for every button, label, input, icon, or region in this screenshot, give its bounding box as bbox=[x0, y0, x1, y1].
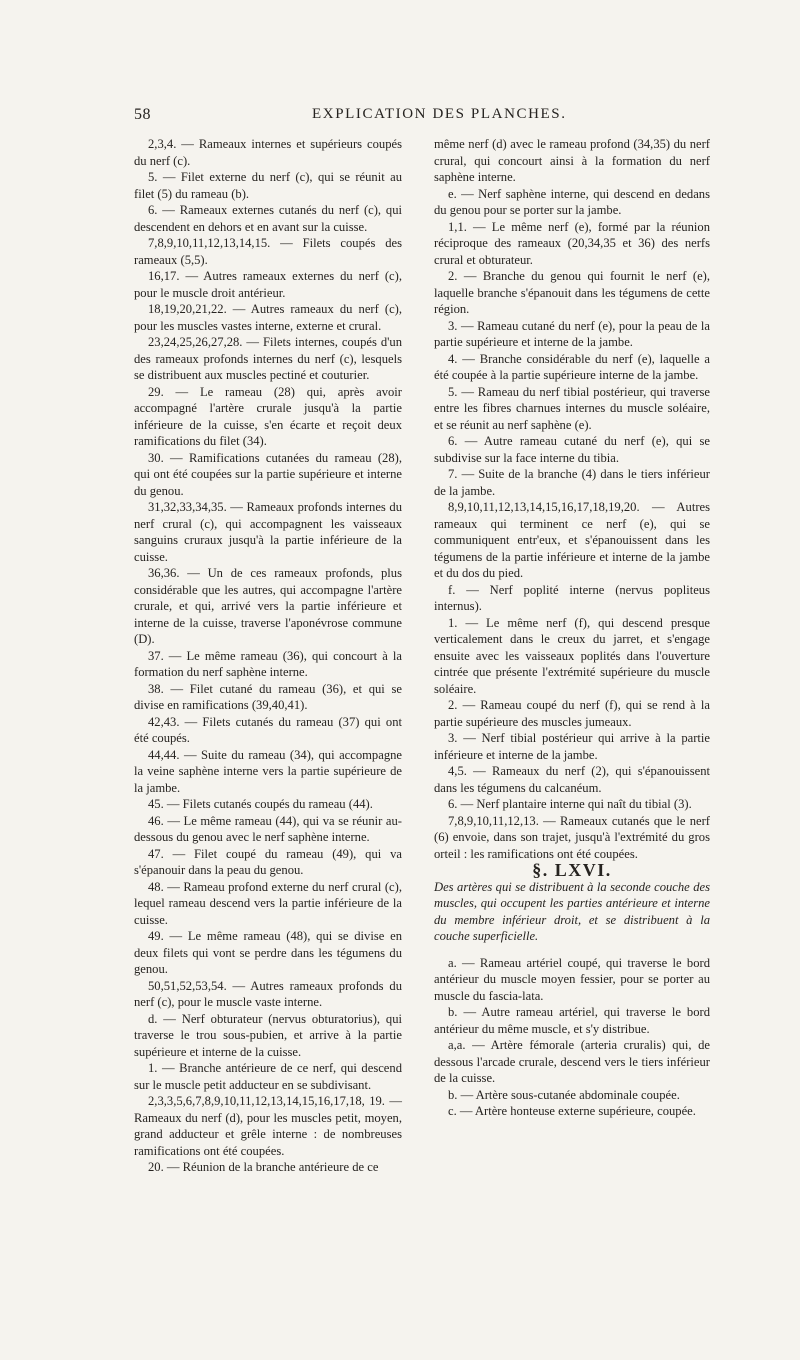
entry-paragraph: b. — Autre rameau artériel, qui traverse le bord antérieur du même muscle, et s'y distribue. bbox=[434, 1005, 710, 1036]
entry-paragraph: 6. — Nerf plantaire interne qui naît du tibial (3). bbox=[448, 797, 692, 811]
page-number: 58 bbox=[134, 106, 151, 123]
entry-paragraph: d. — Nerf obturateur (nervus obturatorius), qui traverse le trou sous-pubien, et arrive à la partie supérieure et interne de la cuisse. bbox=[134, 1011, 402, 1059]
entry-paragraph: c. — Artère honteuse externe supérieure, coupée. bbox=[448, 1104, 696, 1118]
entry-paragraph: 20. — Réunion de la branche antérieure de ce bbox=[148, 1160, 379, 1174]
entry-paragraph: e. — Nerf saphène interne, qui descend en dedans du genou pour se porter sur la jambe. bbox=[434, 186, 710, 217]
entry-paragraph: 29. — Le rameau (28) qui, après avoir accompagné l'artère crurale jusqu'à la partie inférieure de la cuisse, s'en écarte et reçoit deux ramifications du filet (34). bbox=[134, 384, 402, 448]
entry-paragraph: 4. — Branche considérable du nerf (e), laquelle a été coupée à la partie supérieure interne de la jambe. bbox=[434, 351, 710, 382]
entry-paragraph: 5. — Rameau du nerf tibial postérieur, qui traverse entre les fibres charnues internes du muscle soléaire, et se réunit au nerf saphène (e). bbox=[434, 384, 710, 432]
entry-paragraph: 2,3,4. — Rameaux internes et supérieurs coupés du nerf (c). bbox=[134, 137, 402, 168]
entry-paragraph: 18,19,20,21,22. — Autres rameaux du nerf (c), pour les muscles vastes interne, externe et crural. bbox=[134, 302, 402, 333]
section-title: §. LXVI. bbox=[532, 860, 612, 880]
right-column-entries-before bbox=[434, 136, 710, 862]
entry-paragraph: 4,5. — Rameaux du nerf (2), qui s'épanouissent dans les tégumens du calcanéum. bbox=[434, 764, 710, 795]
entry-paragraph: 23,24,25,26,27,28. — Filets internes, coupés d'un des rameaux profonds internes du nerf (c), lesquels se distribuent aux muscles pectiné et couturier. bbox=[134, 335, 402, 382]
entry-paragraph: 38. — Filet cutané du rameau (36), et qui se divise en ramifications (39,40,41). bbox=[134, 681, 402, 712]
entry-paragraph: 6. — Rameaux externes cutanés du nerf (c), qui descendent en dehors et en avant sur la cuisse. bbox=[134, 203, 402, 234]
entry-paragraph: f. — Nerf poplité interne (nervus popliteus internus). bbox=[434, 582, 710, 613]
entry-paragraph: 2,3,3,5,6,7,8,9,10,11,12,13,14,15,16,17,18, 19. — Rameaux du nerf (d), pour les muscles petit, moyen, grand adducteur et grêle interne : de nombreuses ramifications ont été coupées. bbox=[134, 1094, 402, 1158]
page-header bbox=[134, 106, 666, 128]
entry-paragraph: 3. — Rameau cutané du nerf (e), pour la peau de la partie supérieure et interne de la jambe. bbox=[434, 318, 710, 349]
entry-paragraph: 46. — Le même rameau (44), qui va se réunir au-dessous du genou avec le nerf saphène interne. bbox=[134, 813, 402, 844]
entry-paragraph: a. — Rameau artériel coupé, qui traverse le bord antérieur du muscle moyen fessier, pour se porter au muscle du fascia-lata. bbox=[434, 955, 710, 1003]
entry-paragraph: même nerf (d) avec le rameau profond (34,35) du nerf crural, qui concourt ainsi à la formation du nerf saphène interne. bbox=[434, 137, 710, 184]
entry-paragraph: 30. — Ramifications cutanées du rameau (28), qui ont été coupées sur la partie supérieure et interne du genou. bbox=[134, 450, 402, 498]
entry-paragraph: 50,51,52,53,54. — Autres rameaux profonds du nerf (c), pour le muscle vaste interne. bbox=[134, 978, 402, 1009]
entry-paragraph: 7,8,9,10,11,12,13. — Rameaux cutanés que le nerf (6) envoie, dans son trajet, jusqu'à l'extrémité du gros orteil : les ramifications ont été coupées. bbox=[434, 813, 710, 861]
entry-paragraph: 7,8,9,10,11,12,13,14,15. — Filets coupés des rameaux (5,5). bbox=[134, 236, 402, 267]
entry-paragraph: 2. — Rameau coupé du nerf (f), qui se rend à la partie supérieure des muscles jumeaux. bbox=[434, 698, 710, 729]
entry-paragraph: 44,44. — Suite du rameau (34), qui accompagne la veine saphène interne vers la partie supérieure de la jambe. bbox=[134, 747, 402, 795]
entry-paragraph: 1. — Le même nerf (f), qui descend presque verticalement dans le creux du jarret, et s'engage ensuite avec les vaisseaux poplités dans l'ouverture cintrée que présente l'extrémité supérieure du muscle soléaire. bbox=[434, 615, 710, 696]
entry-paragraph: 42,43. — Filets cutanés du rameau (37) qui ont été coupés. bbox=[134, 714, 402, 745]
entry-paragraph: 1. — Branche antérieure de ce nerf, qui descend sur le muscle petit adducteur en se subdivisant. bbox=[134, 1061, 402, 1092]
entry-paragraph: 2. — Branche du genou qui fournit le nerf (e), laquelle branche s'épanouit dans les tégumens de cette région. bbox=[434, 269, 710, 316]
entry-paragraph: 31,32,33,34,35. — Rameaux profonds internes du nerf crural (c), qui accompagnent les vaisseaux sanguins cruraux jusqu'à la partie inférieure de la cuisse. bbox=[134, 500, 402, 564]
entry-paragraph: 48. — Rameau profond externe du nerf crural (c), lequel rameau descend vers la partie inférieure de la cuisse. bbox=[134, 879, 402, 927]
entry-paragraph: 36,36. — Un de ces rameaux profonds, plus considérable que les autres, qui accompagne l'artère crurale, et qui, arrivé vers la partie inférieure et interne de la cuisse, traverse l'aponévrose commune (D). bbox=[134, 566, 402, 646]
entry-paragraph: 16,17. — Autres rameaux externes du nerf (c), pour le muscle droit antérieur. bbox=[134, 269, 402, 300]
entry-paragraph: 47. — Filet coupé du rameau (49), qui va s'épanouir dans la peau du genou. bbox=[134, 846, 402, 877]
right-column-entries-after bbox=[434, 955, 710, 1120]
running-title: EXPLICATION DES PLANCHES. bbox=[312, 106, 567, 122]
entry-paragraph: 1,1. — Le même nerf (e), formé par la réunion réciproque des rameaux (20,34,35 et 36) des nerfs crural et obturateur. bbox=[434, 219, 710, 267]
entry-paragraph: 6. — Autre rameau cutané du nerf (e), qui se subdivise sur la face interne du tibia. bbox=[434, 434, 710, 465]
right-column bbox=[434, 136, 710, 1120]
left-column bbox=[134, 136, 402, 1176]
entry-paragraph: 37. — Le même rameau (36), qui concourt à la formation du nerf saphène interne. bbox=[134, 648, 402, 679]
entry-paragraph: 5. — Filet externe du nerf (c), qui se réunit au filet (5) du rameau (b). bbox=[134, 170, 402, 201]
section-description: Des artères qui se distribuent à la seconde couche des muscles, qui occupent les parties antérieure et interne du membre inférieur droit, et se distribuent à la couche superficielle. bbox=[434, 879, 710, 943]
entry-paragraph: 3. — Nerf tibial postérieur qui arrive à la partie inférieure et interne de la jambe. bbox=[434, 731, 710, 762]
entry-paragraph: 8,9,10,11,12,13,14,15,16,17,18,19,20. — Autres rameaux qui terminent ce nerf (e), qui se communiquent entr'eux, et s'épanouissent dans les tégumens de la partie inférieure et interne de la jambe et du dos du pied. bbox=[434, 500, 710, 580]
entry-paragraph: a,a. — Artère fémorale (arteria cruralis) qui, de dessous l'arcade crurale, descend vers le tiers inférieur de la cuisse. bbox=[434, 1038, 710, 1085]
entry-paragraph: 7. — Suite de la branche (4) dans le tiers inférieur de la jambe. bbox=[434, 467, 710, 498]
entry-paragraph: 45. — Filets cutanés coupés du rameau (44). bbox=[148, 797, 373, 811]
entry-paragraph: b. — Artère sous-cutanée abdominale coupée. bbox=[448, 1087, 680, 1102]
entry-paragraph: 49. — Le même rameau (48), qui se divise en deux filets qui vont se perdre dans les tégumens du genou. bbox=[134, 929, 402, 976]
